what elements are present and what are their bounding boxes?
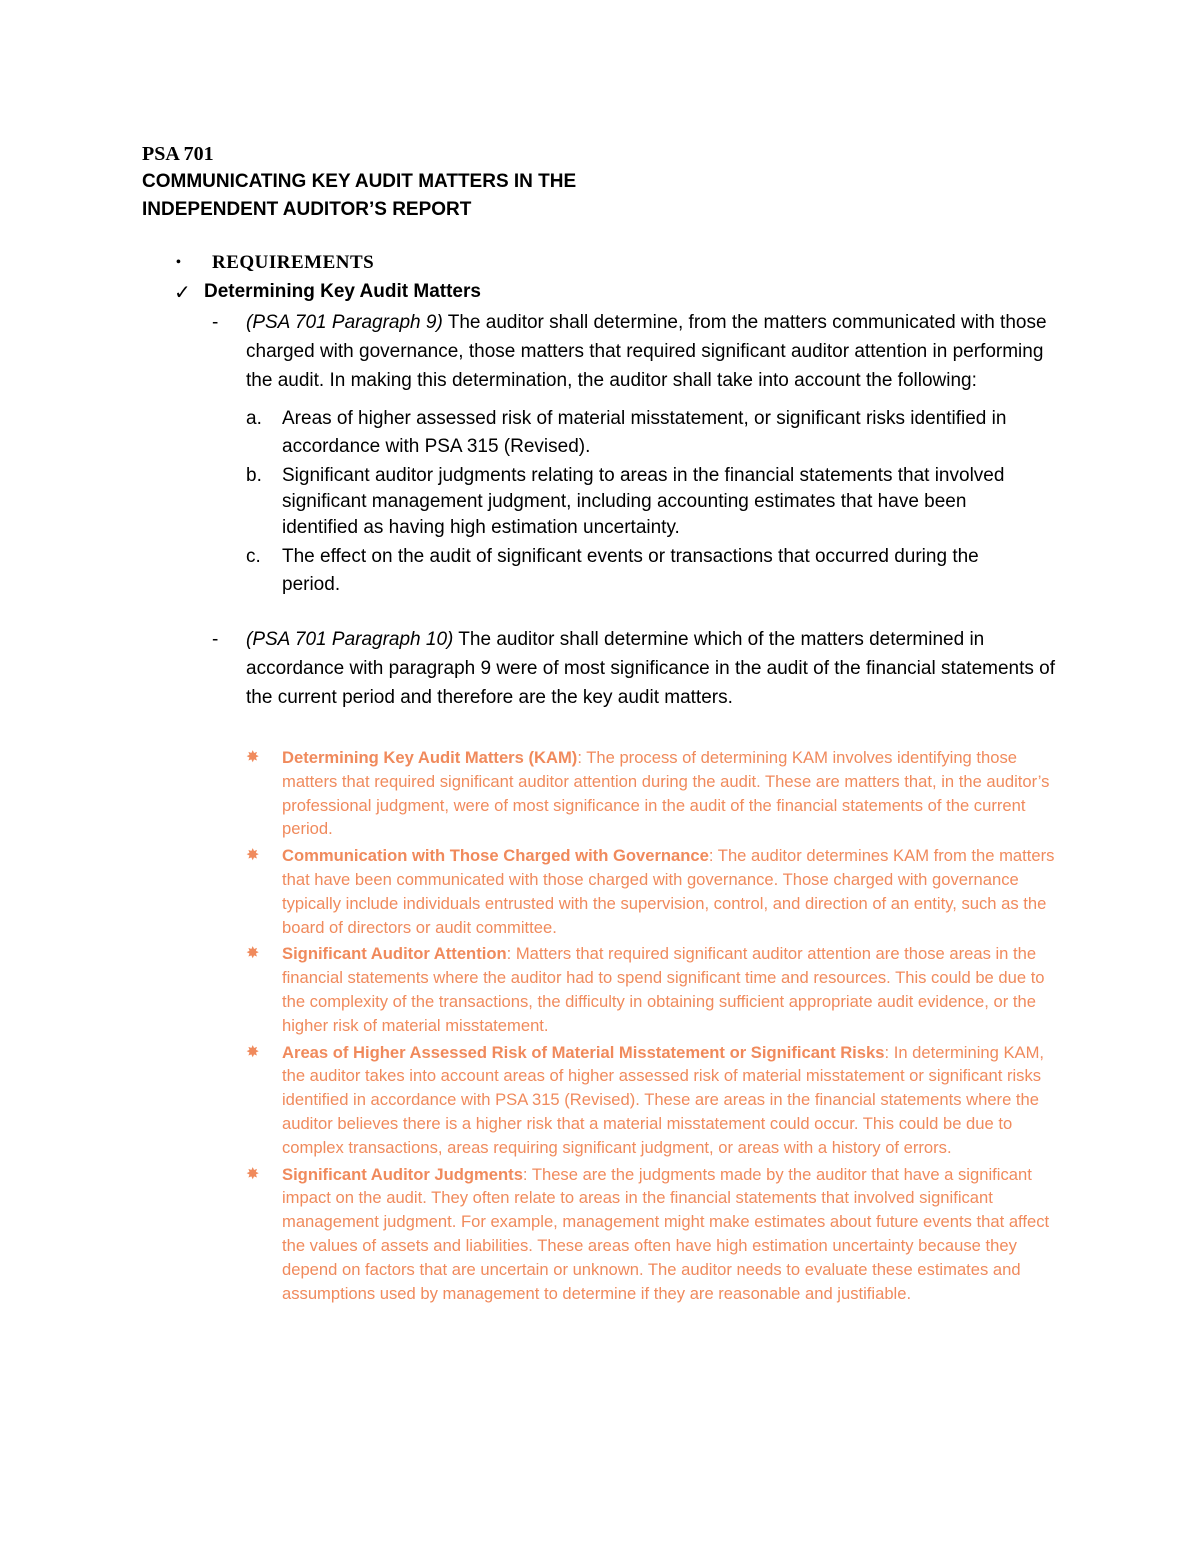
note-item <box>142 1163 1062 1306</box>
section-heading <box>142 250 1062 276</box>
note-text: : The process of determining KAM involves identifying those matters that required significant auditor attention during the audit. These are matters that, in the auditor’s professional judgment, were of most significance in the audit of the financial statements of the current period. <box>282 748 1050 839</box>
note-text: : Matters that required significant auditor attention are those areas in the financial statements where the auditor had to spend significant time and resources. This could be due to the complexity of the transactions, the difficulty in obtaining sufficient appropriate audit evidence, or the higher risk of material misstatement. <box>282 944 1045 1035</box>
paragraph-10-reference: (PSA 701 Paragraph 10) <box>246 629 454 650</box>
note-term: Significant Auditor Judgments <box>282 1164 523 1184</box>
star-bullet-icon: ✸ <box>246 749 260 766</box>
paragraph-10-text: The auditor shall determine which of the matters determined in accordance with paragraph 9 were of most significance in the audit of the financial statements of the current period and therefore are the key audit matters. <box>246 629 1056 708</box>
note-term: Significant Auditor Attention <box>282 944 507 964</box>
note-item <box>142 844 1062 939</box>
note-term: Communication with Those Charged with Governance <box>282 846 709 866</box>
dash-marker: - <box>212 312 219 333</box>
checkmark-icon: ✓ <box>174 280 191 304</box>
note-term: Areas of Higher Assessed Risk of Material Misstatement or Significant Risks <box>282 1042 885 1062</box>
subheading <box>142 278 1062 306</box>
note-item <box>142 1041 1062 1160</box>
document-title-line-2: INDEPENDENT AUDITOR’S REPORT <box>142 199 472 220</box>
standard-code: PSA 701 <box>142 143 214 165</box>
note-text: : In determining KAM, the auditor takes into account areas of higher assessed risk of material misstatement or significant risks identified in accordance with PSA 315 (Revised). These are areas in the financial statements where the auditor believes there is a higher risk that a material misstatement could occur. This could be due to complex transactions, areas requiring significant judgment, or areas with a history of errors. <box>282 1042 1045 1157</box>
subheading-label: Determining Key Audit Matters <box>204 281 481 302</box>
paragraph-9 <box>142 308 1056 395</box>
note-text: : These are the judgments made by the auditor that have a significant impact on the audit. They often relate to areas in the financial statements that involved significant management judgment. For example, management might make estimates about future events that affect the values of assets and liabilities. These areas often have high estimation uncertainty because they depend on factors that are uncertain or unknown. The auditor needs to evaluate these estimates and assumptions used by management to determine if they are reasonable and justifiable. <box>282 1164 1050 1303</box>
note-item <box>142 942 1062 1037</box>
list-item-text: Areas of higher assessed risk of material misstatement, or significant risks identified in accordance with PSA 315 (Revised). <box>282 408 1007 457</box>
paragraph-10 <box>142 625 1056 712</box>
paragraph-9-text: The auditor shall determine, from the matters communicated with those charged with governance, those matters that required significant auditor attention in performing the audit. In making this determination, the auditor shall take into account the following: <box>246 312 1047 391</box>
explanatory-notes <box>142 746 1062 1305</box>
paragraph-9-reference: (PSA 701 Paragraph 9) <box>246 312 443 333</box>
list-item <box>142 405 1042 461</box>
note-term: Determining Key Audit Matters (KAM) <box>282 748 578 767</box>
star-bullet-icon: ✸ <box>246 1165 260 1183</box>
section-label: REQUIREMENTS <box>212 252 375 273</box>
document-page <box>142 140 1062 1308</box>
note-item <box>142 746 1062 841</box>
document-title-line-1: COMMUNICATING KEY AUDIT MATTERS IN THE <box>142 171 577 192</box>
star-bullet-icon: ✸ <box>246 945 260 963</box>
list-item-text: The effect on the audit of significant events or transactions that occurred during the period. <box>282 546 979 595</box>
note-text: : The auditor determines KAM from the matters that have been communicated with those charged with governance. Those charged with governance typically include individuals entrusted with the supervision, control, and direction of an entity, such as the board of directors or audit committee. <box>282 846 1055 937</box>
list-item <box>142 463 1042 541</box>
list-letter: b. <box>246 465 262 486</box>
list-letter: a. <box>246 408 262 429</box>
star-bullet-icon: ✸ <box>246 1043 260 1061</box>
list-letter: c. <box>246 546 261 567</box>
criteria-list <box>142 405 1062 599</box>
dash-marker: - <box>212 629 219 650</box>
star-bullet-icon: ✸ <box>246 847 260 865</box>
bullet-icon: • <box>176 255 182 270</box>
list-item <box>142 543 1042 599</box>
list-item-text: Significant auditor judgments relating to areas in the financial statements that involved significant management judgment, including accounting estimates that have been identified as having high estimation uncertainty. <box>282 465 1005 538</box>
